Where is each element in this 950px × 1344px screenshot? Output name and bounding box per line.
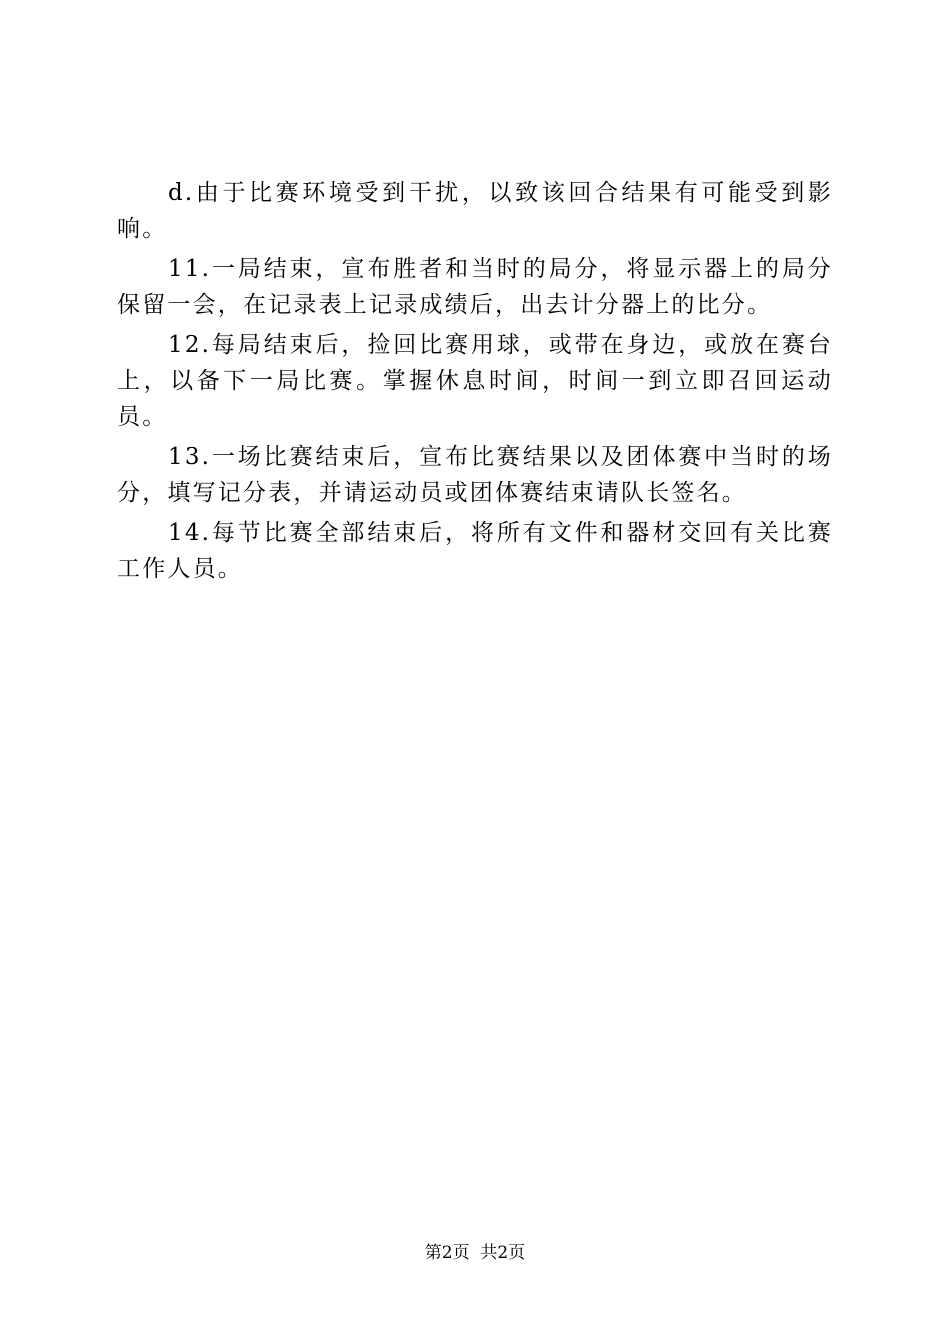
paragraph-item-d: d.由于比赛环境受到干扰，以致该回合结果有可能受到影响。 [117, 180, 833, 242]
paragraph-item-13: 13.一场比赛结束后，宣布比赛结果以及团体赛中当时的场分，填写记分表，并请运动员或团体赛结束请队长签名。 [117, 444, 833, 506]
document-body [117, 175, 833, 591]
paragraph-item-14: 14.每节比赛全部结束后，将所有文件和器材交回有关比赛工作人员。 [117, 520, 833, 582]
paragraph-item-12: 12.每局结束后，捡回比赛用球，或带在身边，或放在赛台上，以备下一局比赛。掌握休息时间，时间一到立即召回运动员。 [117, 332, 833, 430]
paragraph-item-11: 11.一局结束，宣布胜者和当时的局分，将显示器上的局分保留一会，在记录表上记录成绩后，出去计分器上的比分。 [117, 256, 833, 318]
page-footer: 第2页 共2页 [424, 1243, 526, 1263]
